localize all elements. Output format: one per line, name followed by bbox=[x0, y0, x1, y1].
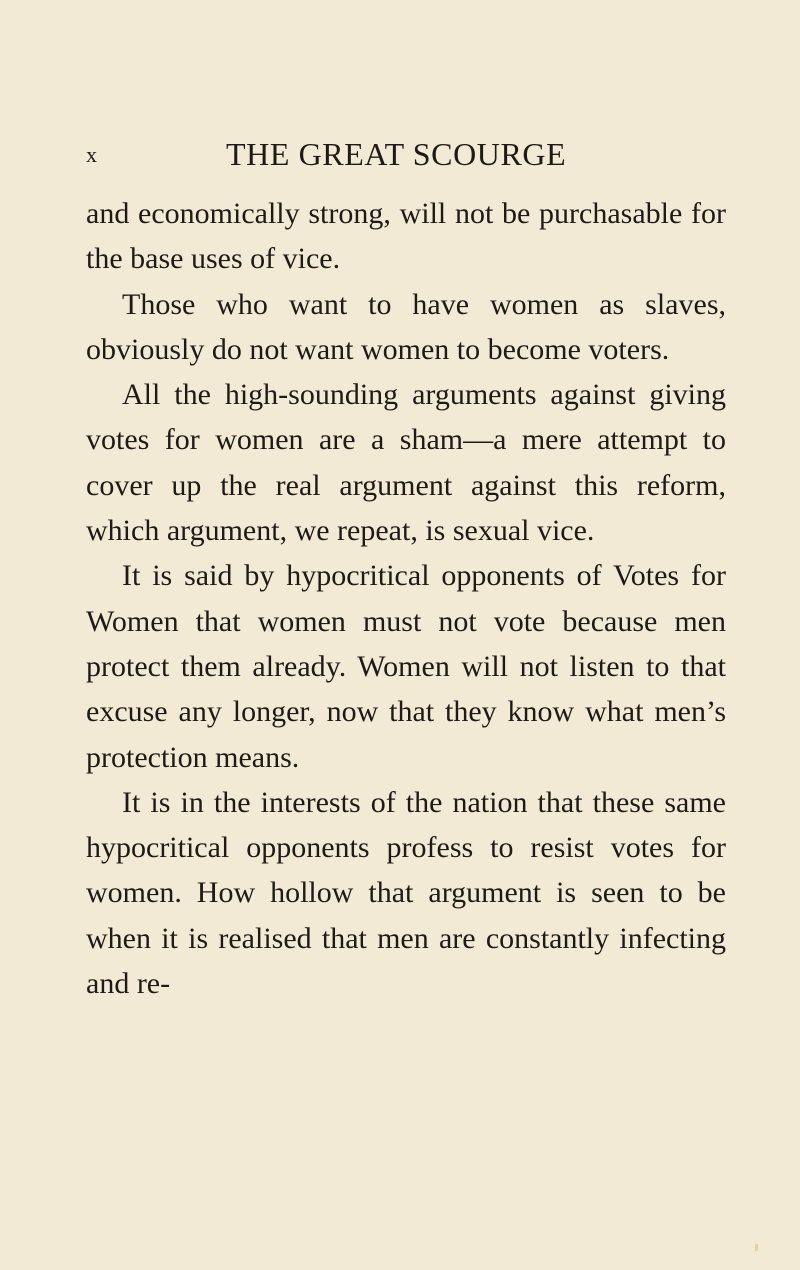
paragraph: It is in the interests of the nation that these same hypocritical opponents profess to resist votes for women. How hollow that argument is seen to be when it is realised that men are constantly infecting and re- bbox=[86, 785, 726, 1001]
paragraph: and economically strong, will not be purchasable for the base uses of vice. bbox=[86, 197, 726, 276]
running-head bbox=[0, 136, 800, 176]
paragraph: It is said by hypocritical opponents of Votes for Women that women must not vote because men protect them already. Women will not listen to that excuse any longer, now that they know what men’s protection means. bbox=[86, 559, 726, 774]
paragraph: All the high-sounding arguments against giving votes for women are a sham—a mere attempt to cover up the real argument against this reform, which argument, we repeat, is sexual vice. bbox=[86, 378, 726, 548]
page-number: x bbox=[86, 142, 98, 167]
running-title: THE GREAT SCOURGE bbox=[226, 136, 567, 172]
paper-speck bbox=[755, 1244, 758, 1251]
paragraph: Those who want to have women as slaves, obviously do not want women to become voters. bbox=[86, 287, 726, 366]
body-text bbox=[86, 191, 726, 1006]
